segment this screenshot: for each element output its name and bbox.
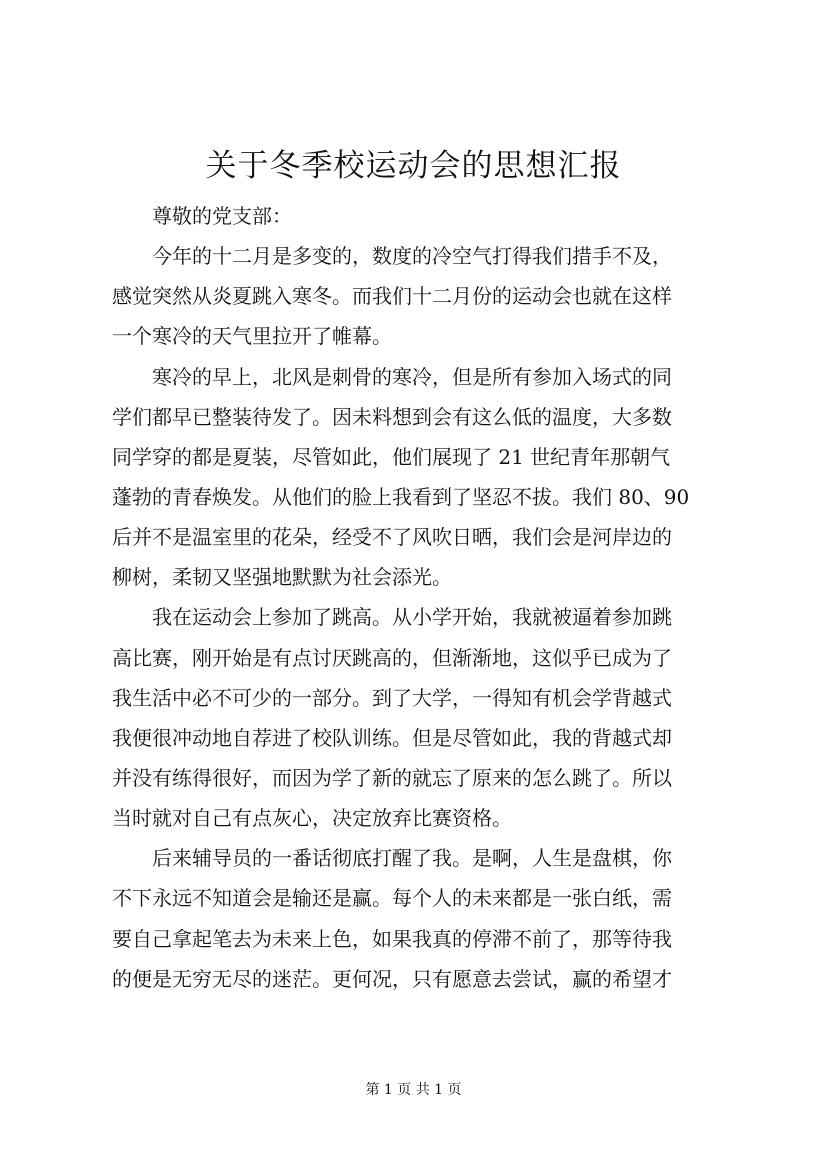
- text-line: 寒冷的早上，北风是刺骨的寒冷，但是所有参加入场式的同: [152, 364, 672, 389]
- text-line: 尊敬的党支部：: [152, 204, 292, 228]
- text-line: 我便很冲动地自荐进了校队训练。但是尽管如此，我的背越式却: [112, 725, 672, 750]
- text-line: 我在运动会上参加了跳高。从小学开始，我就被逼着参加跳: [152, 605, 672, 630]
- text-line: 并没有练得很好，而因为学了新的就忘了原来的怎么跳了。所以: [112, 765, 672, 790]
- text-line: 同学穿的都是夏装，尽管如此，他们展现了 21 世纪青年那朝气: [112, 444, 671, 469]
- text-line: 后来辅导员的一番话彻底打醒了我。是啊，人生是盘棋，你: [152, 846, 672, 871]
- text-line: 高比赛，刚开始是有点讨厌跳高的，但渐渐地，这似乎已成为了: [112, 645, 672, 670]
- document-title: 关于冬季校运动会的思想汇报: [205, 148, 622, 184]
- text-line: 感觉突然从炎夏跳入寒冬。而我们十二月份的运动会也就在这样: [112, 284, 672, 309]
- text-line: 的便是无穷无尽的迷茫。更何况，只有愿意去尝试，赢的希望才: [112, 966, 672, 991]
- text-line: 后并不是温室里的花朵，经受不了风吹日晒，我们会是河岸边的: [112, 525, 672, 550]
- document-body: [112, 196, 728, 999]
- text-line: 今年的十二月是多变的，数度的冷空气打得我们措手不及，: [152, 244, 672, 269]
- text-line: 学们都早已整装待发了。因未料想到会有这么低的温度，大多数: [112, 404, 672, 429]
- text-line: 当时就对自己有点灰心，决定放弃比赛资格。: [112, 806, 512, 831]
- page-footer: 第 1 页 共 1 页: [365, 1082, 462, 1098]
- text-line: 要自己拿起笔去为未来上色，如果我真的停滞不前了，那等待我: [112, 926, 672, 951]
- text-line: 我生活中必不可少的一部分。到了大学，一得知有机会学背越式: [112, 685, 672, 710]
- text-line: 一个寒冷的天气里拉开了帷幕。: [112, 324, 392, 349]
- text-line: 柳树，柔韧又坚强地默默为社会添光。: [112, 565, 452, 590]
- text-line: 不下永远不知道会是输还是赢。每个人的未来都是一张白纸，需: [112, 886, 672, 911]
- text-line: 蓬勃的青春焕发。从他们的脸上我看到了坚忍不拔。我们 80、90: [112, 484, 690, 509]
